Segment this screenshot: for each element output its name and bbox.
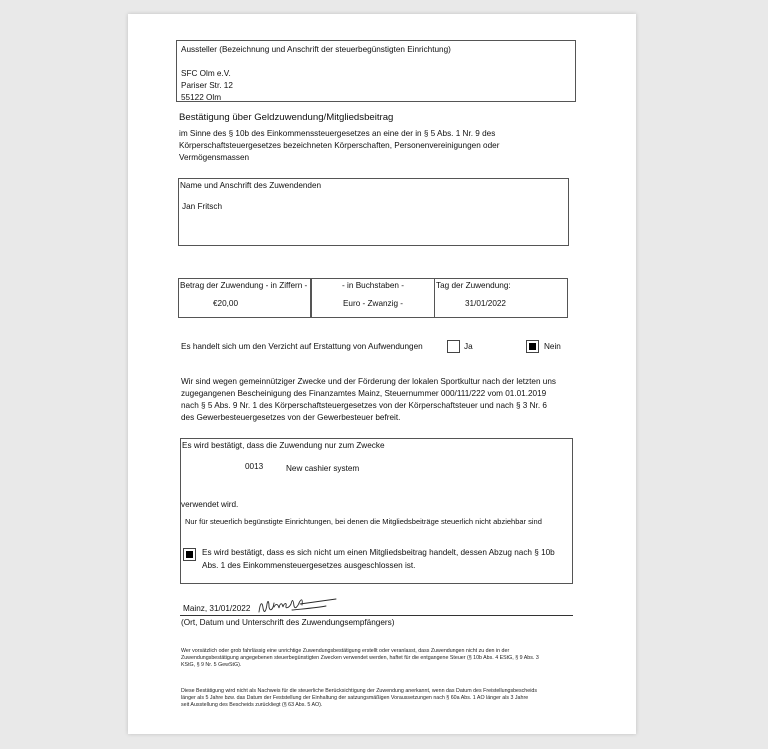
membership-confirm-checkbox[interactable] [183, 548, 196, 561]
donation-date-box [434, 278, 568, 318]
document-page [128, 14, 636, 734]
amount-words-label: - in Buchstaben - [342, 281, 404, 290]
amount-words-box [311, 278, 435, 318]
exemption-line-1: Wir sind wegen gemeinnütziger Zwecke und der Förderung der lokalen Sportkultur nach der letzten uns [181, 377, 557, 386]
donor-name: Jan Fritsch [182, 202, 223, 211]
donor-heading: Name und Anschrift des Zuwendenden [180, 181, 322, 190]
waiver-no-label: Nein [544, 342, 561, 351]
donation-date-label: Tag der Zuwendung: [436, 281, 511, 290]
waiver-yes-label: Ja [464, 342, 473, 351]
amount-words-value: Euro - Zwanzig - [342, 299, 404, 308]
issuer-heading: Aussteller (Bezeichnung und Anschrift der steuerbegünstigten Einrichtung) [181, 45, 451, 54]
document-title: Bestätigung über Geldzuwendung/Mitgliedsbeitrag [179, 112, 394, 123]
amount-digits-value: €20,00 [213, 299, 239, 308]
exemption-line-3: nach § 5 Abs. 9 Nr. 1 des Körperschaftsteuergesetzes von der Körperschaftsteuer und nach § 3 Nr. 6 [181, 401, 547, 410]
amount-digits-box [178, 278, 311, 318]
donor-box [178, 178, 569, 246]
intro-line-1: im Sinne des § 10b des Einkommenssteuergesetzes an eine der in § 5 Abs. 1 Nr. 9 des [179, 129, 496, 138]
purpose-box [180, 438, 573, 584]
purpose-note: Nur für steuerlich begünstigte Einrichtungen, bei denen die Mitgliedsbeiträge steuerlich nicht abziehbar sind [185, 517, 542, 526]
purpose-description: New cashier system [286, 464, 360, 473]
signature-caption: (Ort, Datum und Unterschrift des Zuwendungsempfängers) [181, 618, 395, 627]
validity-line-3: seit Ausstellung des Bescheids zurückliegt (§ 63 Abs. 5 AO). [181, 702, 323, 708]
purpose-code: 0013 [245, 462, 264, 471]
exemption-line-2: zugegangenen Bescheinigung des Finanzamtes Mainz, Steuernummer 000/111/222 vom 01.01.2019 [181, 389, 547, 398]
liability-line-2: Zuwendungsbestätigung angegebenen steuerbegünstigten Zwecken verwendet werden, haftet für die entgangene Steuer (§ 10b Abs. 4 EStG, § 9 Abs. 3 [181, 655, 539, 661]
validity-line-1: Diese Bestätigung wird nicht als Nachweis für die steuerliche Berücksichtigung der Zuwendung anerkannt, wenn das Datum des Freistellungsbescheids [181, 688, 537, 694]
signature-line [180, 615, 573, 616]
intro-line-2: Körperschaftsteuergesetzes bezeichneten Körperschaften, Personenvereinigungen oder [179, 141, 500, 150]
liability-line-1: Wer vorsätzlich oder grob fahrlässig eine unrichtige Zuwendungsbestätigung erstellt oder veranlasst, dass Zuwendungen nicht zu den in der [181, 648, 510, 654]
purpose-heading: Es wird bestätigt, dass die Zuwendung nur zum Zwecke [182, 441, 385, 450]
waiver-yes-checkbox[interactable] [447, 340, 460, 353]
liability-line-3: KStG, § 9 Nr. 5 GewStG). [181, 662, 242, 668]
exemption-line-4: des Gewerbesteuergesetzes von der Gewerbesteuer befreit. [181, 413, 401, 422]
purpose-used: verwendet wird. [181, 500, 239, 509]
issuer-street: Pariser Str. 12 [181, 81, 233, 90]
membership-confirm-line-2: Abs. 1 des Einkommensteuergesetzes ausgeschlossen ist. [202, 561, 416, 570]
intro-line-3: Vermögensmassen [179, 153, 250, 162]
issuer-box [176, 40, 576, 102]
waiver-no-checkbox[interactable] [526, 340, 539, 353]
waiver-question: Es handelt sich um den Verzicht auf Erstattung von Aufwendungen [181, 342, 423, 351]
validity-line-2: länger als 5 Jahre bzw. das Datum der Feststellung der Einhaltung der satzungsmäßigen Voraussetzungen nach § 60a Abs. 1 AO länger als 3 Jahre [181, 695, 529, 701]
donation-date-value: 31/01/2022 [465, 299, 506, 308]
issuer-city: 55122 Olm [181, 93, 222, 102]
membership-confirm-line-1: Es wird bestätigt, dass es sich nicht um einen Mitgliedsbeitrag handelt, dessen Abzug nach § 10b [202, 548, 555, 557]
amount-digits-label: Betrag der Zuwendung - in Ziffern - [180, 281, 308, 290]
signature-place-date: Mainz, 31/01/2022 [183, 604, 251, 613]
issuer-name: SFC Olm e.V. [181, 69, 231, 78]
